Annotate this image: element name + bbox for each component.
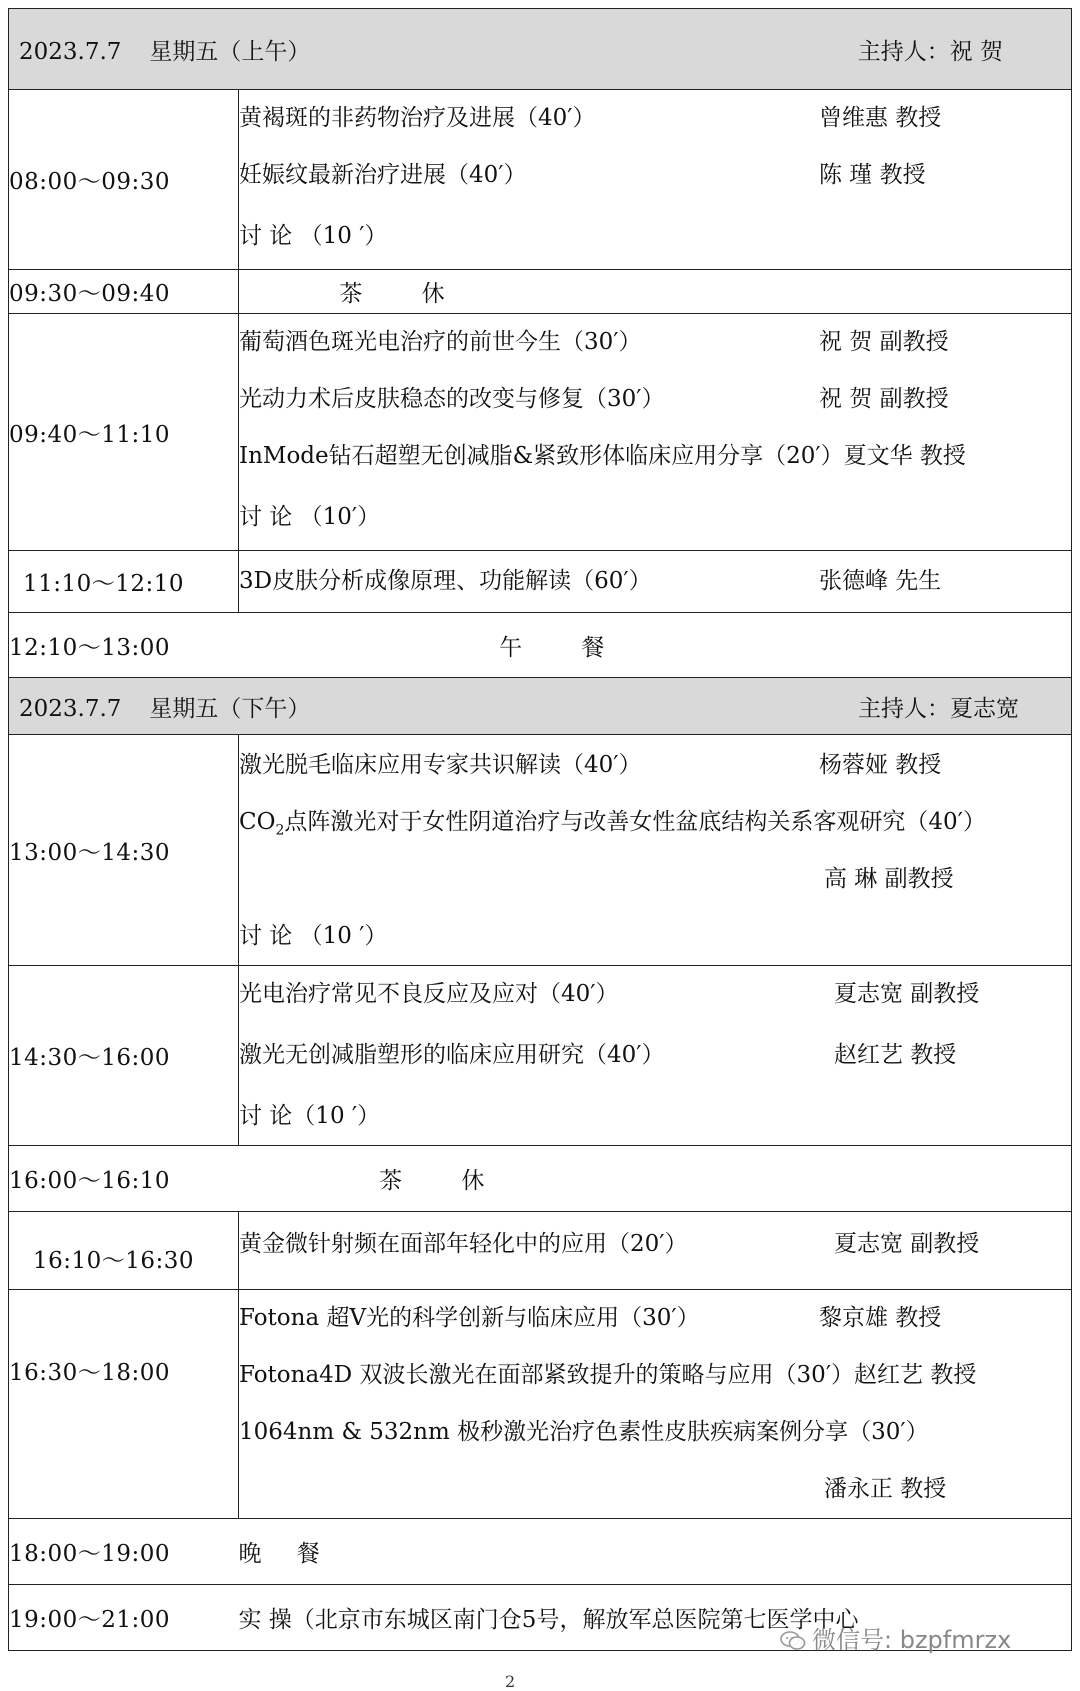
session-item: $CO_2$点阵激光对于女性阴道治疗与改善女性盆底结构关系客观研究（40′） xyxy=(239,809,986,839)
schedule-row xyxy=(9,735,1072,966)
session-item: 光电治疗常见不良反应及应对（40′） 夏志宽 副教授 xyxy=(239,966,1071,1023)
slot-time: 16:30～18:00 xyxy=(9,1290,239,1519)
afternoon-header xyxy=(9,678,1072,735)
schedule-row xyxy=(9,270,1072,314)
session-item xyxy=(239,851,1071,908)
schedule-row xyxy=(9,551,1072,613)
session-item: 1064nm & 532nm 极秒激光治疗色素性皮肤疾病案例分享（30′） xyxy=(239,1419,929,1445)
slot-time: 16:00～16:10 xyxy=(9,1146,239,1212)
speaker: 黎京雄 教授 xyxy=(819,1305,942,1331)
slot-content xyxy=(239,90,1072,270)
session-item: 光动力术后皮肤稳态的改变与修复（30′） 祝 贺 副教授 xyxy=(239,371,1071,428)
discussion-item: 讨 论 （10 ′） xyxy=(239,923,388,949)
slot-time: 18:00～19:00 xyxy=(9,1519,239,1585)
slot-time: 16:10～16:30 xyxy=(9,1212,239,1290)
dinner-break: 晚 餐 xyxy=(239,1519,1072,1585)
slot-content xyxy=(239,735,1072,966)
session-item: 黄金微针射频在面部年轻化中的应用（20′） 夏志宽 副教授 xyxy=(239,1216,1071,1273)
session-item: InMode钻石超塑无创减脂&紧致形体临床应用分享（20′）夏文华 教授 xyxy=(239,443,966,469)
speaker: 赵红艺 教授 xyxy=(834,1042,957,1068)
slot-time: 08:00～09:30 xyxy=(9,90,239,270)
slot-content xyxy=(239,314,1072,551)
schedule-row xyxy=(9,1212,1072,1290)
tea-break: 茶 休 xyxy=(239,270,1072,314)
discussion-item: 讨 论（10 ′） xyxy=(239,1103,381,1129)
slot-time: 09:40～11:10 xyxy=(9,314,239,551)
slot-time: 13:00～14:30 xyxy=(9,735,239,966)
schedule-row xyxy=(9,90,1072,270)
speaker: 陈 瑾 教授 xyxy=(819,162,926,188)
session-item: Fotona4D 双波长激光在面部紧致提升的策略与应用（30′）赵红艺 教授 xyxy=(239,1362,977,1388)
discussion-item: 讨 论 （10′） xyxy=(239,504,381,530)
slot-time: 09:30～09:40 xyxy=(9,270,239,314)
slot-time: 14:30～16:00 xyxy=(9,966,239,1146)
schedule-row xyxy=(9,1146,1072,1212)
speaker: 祝 贺 副教授 xyxy=(819,386,949,412)
speaker: 杨蓉娅 教授 xyxy=(819,752,942,778)
session-item xyxy=(239,1461,1071,1518)
session-item: 激光无创减脂塑形的临床应用研究（40′） 赵红艺 教授 xyxy=(239,1023,1071,1088)
slot-content xyxy=(239,1290,1072,1519)
session-item: 黄褐斑的非药物治疗及进展（40′） 曾维惠 教授 xyxy=(239,90,1071,147)
morning-header xyxy=(9,9,1072,90)
slot-content xyxy=(239,551,1072,613)
session-item: 妊娠纹最新治疗进展（40′） 陈 瑾 教授 xyxy=(239,147,1071,204)
afternoon-header-date: 2023.7.7 星期五（下午） xyxy=(19,695,311,722)
morning-header-host: 主持人：祝 贺 xyxy=(857,38,1003,65)
speaker: 祝 贺 副教授 xyxy=(819,329,949,355)
wechat-icon xyxy=(780,1630,806,1652)
session-item: Fotona 超V光的科学创新与临床应用（30′） 黎京雄 教授 xyxy=(239,1290,1071,1347)
schedule-row xyxy=(9,966,1072,1146)
page-number: 2 xyxy=(505,1672,516,1691)
lunch-break: 午 餐 xyxy=(239,613,1072,678)
morning-header-date: 2023.7.7 星期五（上午） xyxy=(19,38,311,65)
schedule-table xyxy=(8,8,1072,1651)
speaker: 潘永正 教授 xyxy=(824,1476,947,1502)
afternoon-header-host: 主持人：夏志宽 xyxy=(858,695,1019,722)
practice-session: 实 操（北京市东城区南门仓5号，解放军总医院第七医学中心 xyxy=(239,1585,1072,1651)
schedule-row xyxy=(9,1290,1072,1519)
schedule-row xyxy=(9,314,1072,551)
slot-time: 19:00～21:00 xyxy=(9,1585,239,1651)
slot-content xyxy=(239,966,1072,1146)
speaker: 高 琳 副教授 xyxy=(824,866,954,892)
slot-content xyxy=(239,1212,1072,1290)
discussion-item: 讨 论 （10 ′） xyxy=(239,223,388,249)
tea-break: 茶 休 xyxy=(239,1146,1072,1212)
session-item: 激光脱毛临床应用专家共识解读（40′） 杨蓉娅 教授 xyxy=(239,737,1071,794)
speaker: 夏志宽 副教授 xyxy=(834,981,980,1007)
speaker: 张德峰 先生 xyxy=(819,568,942,594)
session-item: 葡萄酒色斑光电治疗的前世今生（30′） 祝 贺 副教授 xyxy=(239,314,1071,371)
slot-time: 12:10～13:00 xyxy=(9,613,239,678)
wechat-watermark: 微信号: bzpfmrzx xyxy=(780,1620,1011,1655)
session-item: 3D皮肤分析成像原理、功能解读（60′） 张德峰 先生 xyxy=(239,553,1071,610)
schedule-row xyxy=(9,613,1072,678)
speaker: 夏志宽 副教授 xyxy=(834,1231,980,1257)
schedule-row xyxy=(9,1519,1072,1585)
slot-time: 11:10～12:10 xyxy=(9,551,239,613)
speaker: 曾维惠 教授 xyxy=(819,105,942,131)
